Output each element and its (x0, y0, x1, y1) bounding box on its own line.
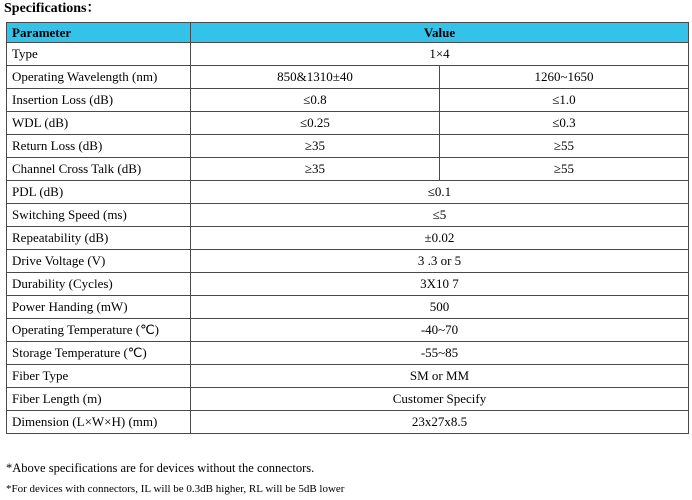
value-cell: 3 .3 or 5 (191, 250, 689, 273)
value-cell: -40~70 (191, 319, 689, 342)
table-row (7, 273, 689, 296)
value-cell: ≤5 (191, 204, 689, 227)
parameter-cell: Durability (Cycles) (7, 273, 191, 296)
specifications-table (6, 22, 689, 434)
table-row (7, 89, 689, 112)
parameter-cell: PDL (dB) (7, 181, 191, 204)
value-cell: 1×4 (191, 43, 689, 66)
footnote-2: *For devices with connectors, IL will be 0.3dB higher, RL will be 5dB lower (6, 483, 345, 495)
parameter-cell: Drive Voltage (V) (7, 250, 191, 273)
table-row (7, 365, 689, 388)
value-cell: 3X10 7 (191, 273, 689, 296)
section-heading: Specifications： (4, 1, 101, 16)
parameter-cell: Fiber Length (m) (7, 388, 191, 411)
value-cell: ≤1.0 (440, 89, 689, 112)
table-row (7, 388, 689, 411)
parameter-cell: Return Loss (dB) (7, 135, 191, 158)
parameter-cell: Storage Temperature (℃) (7, 342, 191, 365)
value-cell: 23x27x8.5 (191, 411, 689, 434)
value-cell: ≥35 (191, 158, 440, 181)
parameter-cell: Repeatability (dB) (7, 227, 191, 250)
parameter-cell: Operating Wavelength (nm) (7, 66, 191, 89)
header-parameter: Parameter (7, 23, 191, 43)
value-cell: ≤0.1 (191, 181, 689, 204)
value-cell: ≤0.3 (440, 112, 689, 135)
table-row (7, 158, 689, 181)
header-value: Value (191, 23, 689, 43)
table-row (7, 66, 689, 89)
table-row (7, 43, 689, 66)
value-cell: 850&1310±40 (191, 66, 440, 89)
value-cell: 1260~1650 (440, 66, 689, 89)
parameter-cell: Operating Temperature (℃) (7, 319, 191, 342)
value-cell: ≤0.8 (191, 89, 440, 112)
parameter-cell: Power Handing (mW) (7, 296, 191, 319)
table-row (7, 135, 689, 158)
table-row (7, 296, 689, 319)
table-row (7, 342, 689, 365)
value-cell: SM or MM (191, 365, 689, 388)
table-row (7, 319, 689, 342)
value-cell: 500 (191, 296, 689, 319)
parameter-cell: Fiber Type (7, 365, 191, 388)
table-row (7, 250, 689, 273)
value-cell: ≥55 (440, 135, 689, 158)
parameter-cell: Type (7, 43, 191, 66)
parameter-cell: Switching Speed (ms) (7, 204, 191, 227)
value-cell: ±0.02 (191, 227, 689, 250)
value-cell: ≥35 (191, 135, 440, 158)
footnote-1: *Above specifications are for devices without the connectors. (6, 461, 315, 475)
parameter-cell: Channel Cross Talk (dB) (7, 158, 191, 181)
parameter-cell: Insertion Loss (dB) (7, 89, 191, 112)
table-row (7, 204, 689, 227)
value-cell: Customer Specify (191, 388, 689, 411)
table-row (7, 227, 689, 250)
parameter-cell: WDL (dB) (7, 112, 191, 135)
table-row (7, 112, 689, 135)
parameter-cell: Dimension (L×W×H) (mm) (7, 411, 191, 434)
value-cell: -55~85 (191, 342, 689, 365)
value-cell: ≥55 (440, 158, 689, 181)
table-row (7, 411, 689, 434)
specifications-table-body (7, 23, 689, 434)
value-cell: ≤0.25 (191, 112, 440, 135)
table-row (7, 181, 689, 204)
table-header-row (7, 23, 689, 43)
